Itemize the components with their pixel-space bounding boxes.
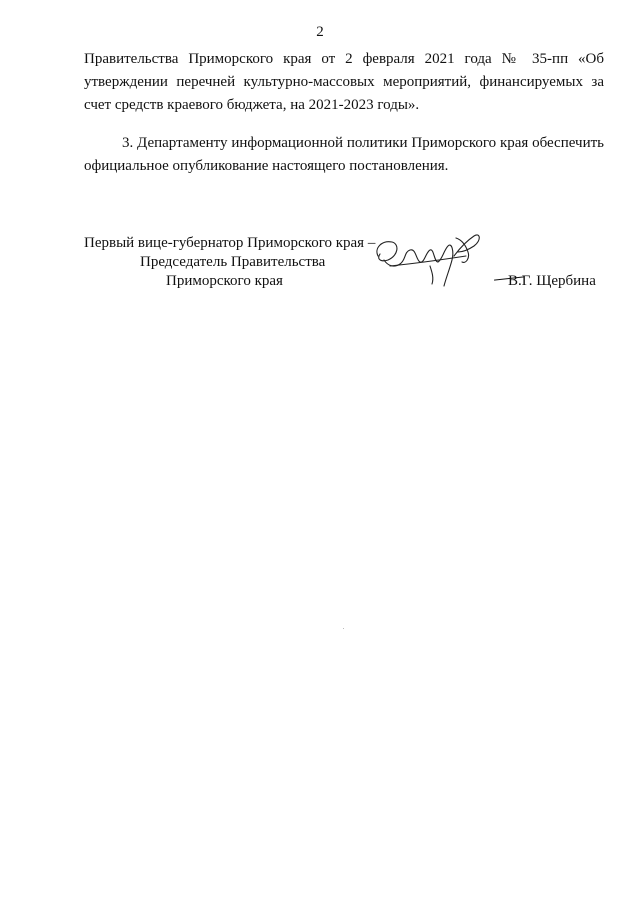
page-number: 2 bbox=[316, 24, 324, 40]
paragraph-continuation: Правительства Приморского края от 2 февраля 2021 года № 35-пп «Об утверждении перечней культурно-массовых мероприятий, финансируемых за счет средств краевого бюджета, на 2021-2023 годы». bbox=[84, 51, 604, 113]
handwritten-signature bbox=[370, 226, 490, 296]
signature-block bbox=[84, 234, 604, 304]
signer-title-line-1: Первый вице-губернатор Приморского края – bbox=[84, 235, 376, 251]
paragraph-item-3: 3. Департаменту информационной политики Приморского края обеспечить официальное опубликование настоящего постановления. bbox=[84, 135, 604, 174]
signer-name: В.Г. Щербина bbox=[508, 273, 596, 289]
scan-speck bbox=[343, 628, 344, 629]
signer-title-line-3: Приморского края bbox=[166, 273, 283, 289]
signer-title-line-2: Председатель Правительства bbox=[140, 254, 326, 270]
